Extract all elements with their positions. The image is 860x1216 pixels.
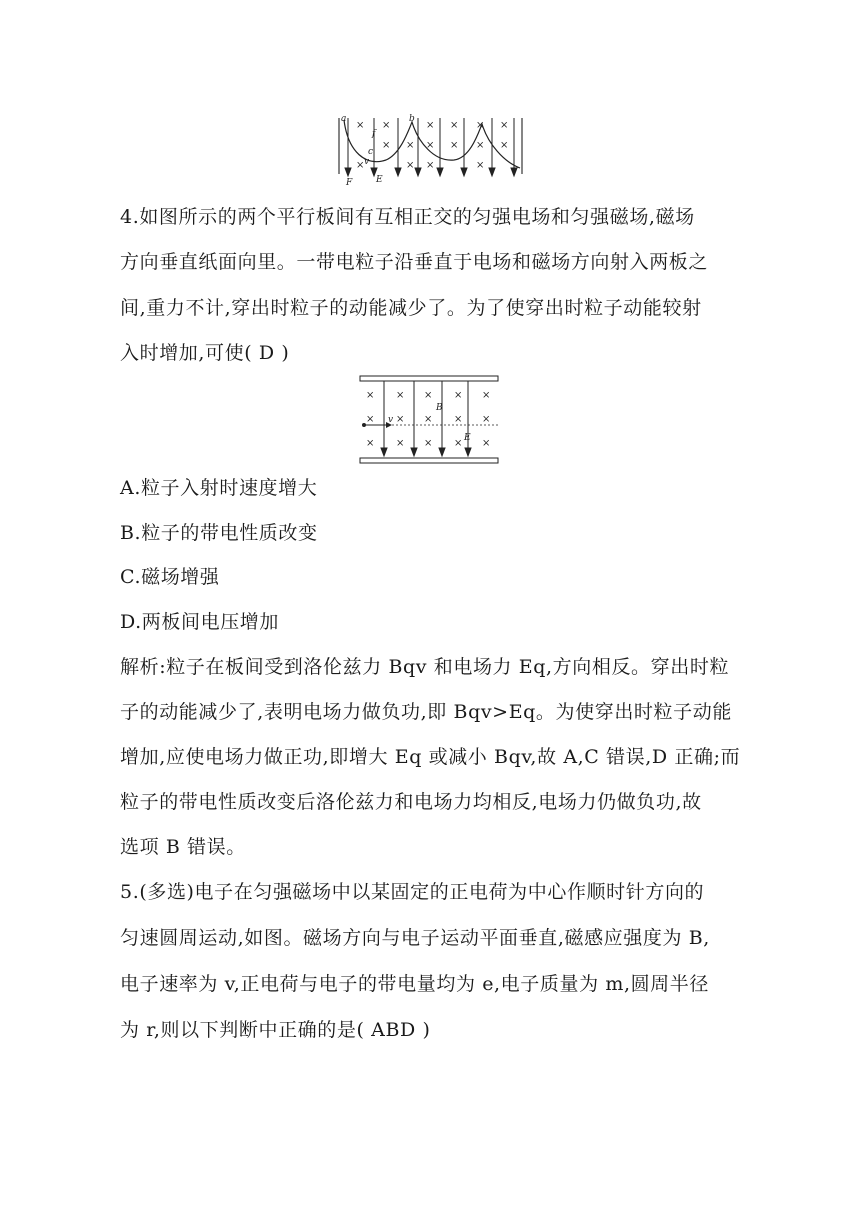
svg-text:E: E: [464, 433, 471, 443]
svg-text:×: ×: [396, 438, 405, 449]
svg-text:×: ×: [450, 140, 459, 151]
bottom-plate: [360, 458, 498, 463]
svg-text:B: B: [436, 403, 443, 413]
svg-text:×: ×: [482, 390, 491, 401]
option-b: B.粒子的带电性质改变: [120, 522, 318, 544]
svg-text:×: ×: [476, 140, 485, 151]
analysis-line-5: 选项 B 错误。: [120, 836, 246, 858]
svg-text:F: F: [346, 178, 353, 188]
svg-text:×: ×: [406, 140, 415, 151]
svg-text:b: b: [409, 114, 415, 124]
svg-text:E: E: [376, 175, 383, 185]
svg-text:×: ×: [426, 120, 435, 131]
analysis-line-2: 子的动能减少了,表明电场力做负功,即 Bqv>Eq。为使穿出时粒子动能: [120, 701, 732, 723]
question-5-line-4: 为 r,则以下判断中正确的是( ABD ): [120, 1019, 431, 1041]
question-4-line-3: 间,重力不计,穿出时粒子的动能减少了。为了使穿出时粒子动能较射: [120, 297, 702, 319]
svg-text:f: f: [372, 129, 376, 139]
top-plate: [360, 376, 498, 381]
svg-text:×: ×: [476, 160, 485, 171]
svg-text:×: ×: [424, 390, 433, 401]
svg-text:×: ×: [426, 140, 435, 151]
figure-parallel-plates: [358, 374, 502, 466]
magnetic-crosses: [356, 120, 508, 171]
option-c: C.磁场增强: [120, 566, 220, 588]
svg-text:×: ×: [454, 390, 463, 401]
svg-text:×: ×: [454, 414, 463, 425]
svg-text:c: c: [368, 147, 374, 157]
option-d: D.两板间电压增加: [120, 611, 279, 633]
svg-text:×: ×: [382, 120, 391, 131]
analysis-line-3: 增加,应使电场力做正功,即增大 Eq 或减小 Bqv,故 A,C 错误,D 正确;而: [120, 746, 741, 768]
svg-text:v: v: [388, 415, 394, 425]
svg-text:×: ×: [482, 438, 491, 449]
question-4-line-2: 方向垂直纸面向里。一带电粒子沿垂直于电场和磁场方向射入两板之: [120, 251, 709, 273]
figure-cycloid: [336, 112, 528, 190]
svg-text:×: ×: [424, 438, 433, 449]
svg-text:×: ×: [476, 120, 485, 131]
analysis-line-4: 粒子的带电性质改变后洛伦兹力和电场力均相反,电场力仍做负功,故: [120, 791, 702, 813]
question-5-line-2: 匀速圆周运动,如图。磁场方向与电子运动平面垂直,磁感应强度为 B,: [120, 927, 710, 949]
question-4-line-1: 4.如图所示的两个平行板间有互相正交的匀强电场和匀强磁场,磁场: [120, 206, 695, 228]
svg-text:×: ×: [454, 438, 463, 449]
magnetic-crosses: [366, 390, 490, 449]
question-5-line-3: 电子速率为 v,正电荷与电子的带电量均为 e,电子质量为 m,圆周半径: [120, 973, 709, 995]
svg-text:×: ×: [356, 120, 365, 131]
svg-text:×: ×: [406, 160, 415, 171]
svg-text:a: a: [341, 114, 347, 124]
svg-text:×: ×: [366, 438, 375, 449]
svg-text:×: ×: [366, 390, 375, 401]
question-5-line-1: 5.(多选)电子在匀强磁场中以某固定的正电荷为中心作顺时针方向的: [120, 881, 705, 903]
svg-text:×: ×: [356, 160, 365, 171]
svg-text:×: ×: [500, 140, 509, 151]
svg-text:×: ×: [366, 414, 375, 425]
svg-text:×: ×: [482, 414, 491, 425]
svg-text:v: v: [364, 157, 370, 167]
option-a: A.粒子入射时速度增大: [120, 477, 318, 499]
svg-text:×: ×: [424, 414, 433, 425]
question-4-line-4: 入时增加,可使( D ): [120, 342, 290, 364]
svg-text:×: ×: [396, 414, 405, 425]
svg-text:×: ×: [382, 140, 391, 151]
svg-text:×: ×: [426, 160, 435, 171]
analysis-line-1: 解析:粒子在板间受到洛伦兹力 Bqv 和电场力 Eq,方向相反。穿出时粒: [120, 656, 730, 678]
svg-text:×: ×: [500, 120, 509, 131]
svg-text:×: ×: [396, 390, 405, 401]
svg-text:×: ×: [450, 120, 459, 131]
